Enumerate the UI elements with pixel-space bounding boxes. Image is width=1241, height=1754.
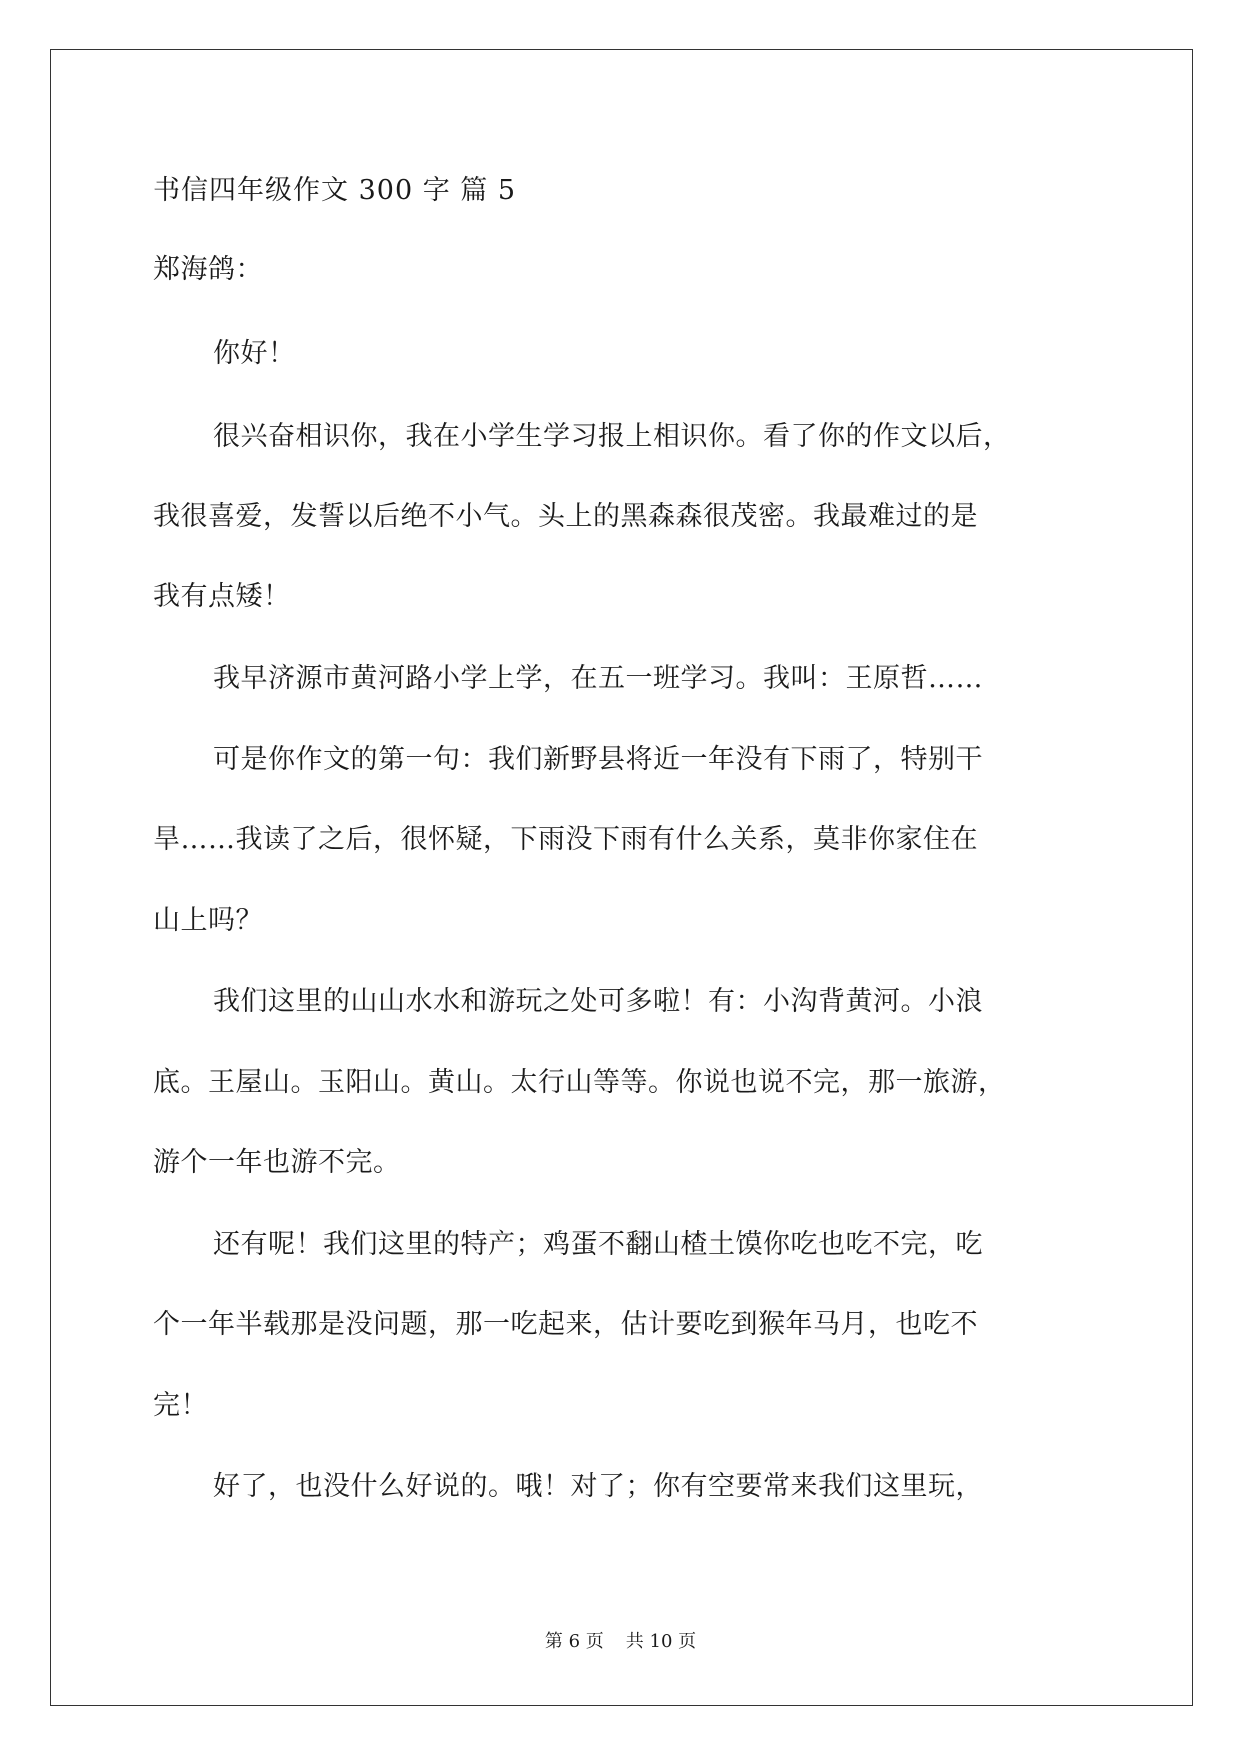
paragraph-line: 很兴奋相识你，我在小学生学习报上相识你。看了你的作文以后， [213,421,1011,452]
paragraph-line: 还有呢！我们这里的特产；鸡蛋不翻山楂土馍你吃也吃不完，吃 [213,1229,983,1260]
paragraph-line: 底。王屋山。玉阳山。黄山。太行山等等。你说也说不完，那一旅游， [153,1067,1006,1098]
page-footer [0,1632,1241,1652]
page-border [50,49,1193,1706]
page-number: 第 6 页 [544,1631,604,1652]
paragraph-line: 游个一年也游不完。 [153,1147,401,1178]
document-heading: 书信四年级作文 300 字 篇 5 [153,175,517,206]
page-total: 共 10 页 [625,1631,697,1652]
paragraph-line: 我很喜爱，发誓以后绝不小气。头上的黑森森很茂密。我最难过的是 [153,501,978,532]
paragraph-line: 旱……我读了之后，很怀疑，下雨没下雨有什么关系，莫非你家住在 [153,824,978,855]
paragraph-line: 我早济源市黄河路小学上学，在五一班学习。我叫：王原哲…… [213,663,983,694]
paragraph-line: 我有点矮！ [153,581,291,612]
paragraph-line: 可是你作文的第一句：我们新野县将近一年没有下雨了，特别干 [213,744,983,775]
salutation: 郑海鸽： [153,254,263,285]
paragraph-line: 完！ [153,1390,208,1421]
paragraph-line: 好了，也没什么好说的。哦！对了；你有空要常来我们这里玩， [213,1471,983,1502]
greeting-line: 你好！ [213,338,296,369]
paragraph-line: 山上吗？ [153,905,263,936]
paragraph-line: 个一年半载那是没问题，那一吃起来，估计要吃到猴年马月，也吃不 [153,1309,978,1340]
paragraph-line: 我们这里的山山水水和游玩之处可多啦！有：小沟背黄河。小浪 [213,986,983,1017]
